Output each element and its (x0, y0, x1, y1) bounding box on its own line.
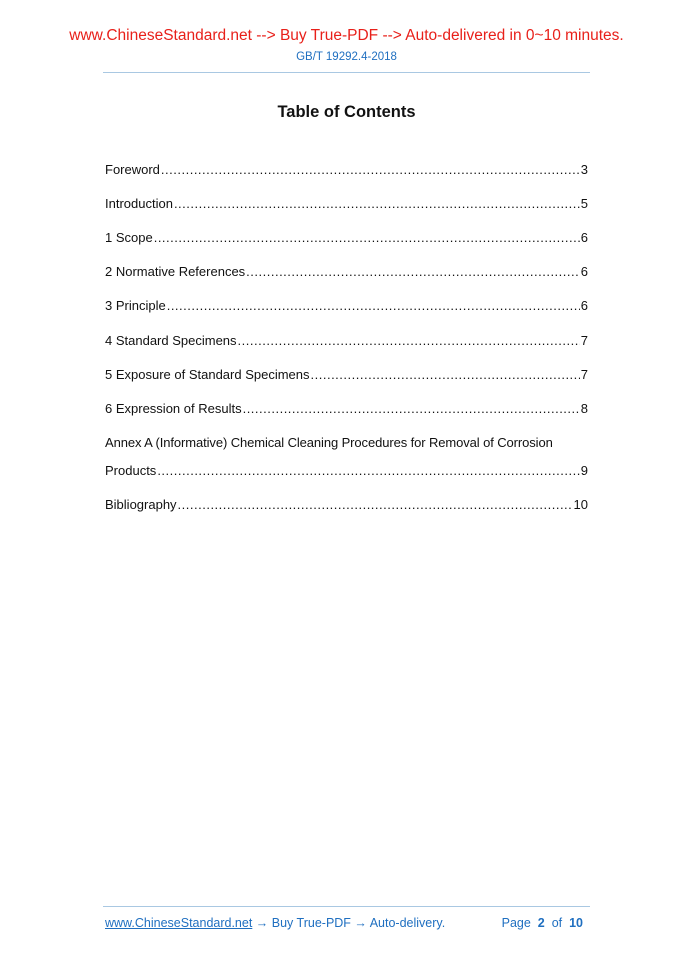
toc-entry-label: 6 Expression of Results (105, 401, 242, 416)
toc-entry-label: Introduction (105, 196, 173, 211)
toc-entry-page: 7 (580, 333, 588, 348)
page-current: 2 (537, 916, 545, 930)
toc-leader (167, 296, 580, 316)
toc-leader (154, 228, 580, 248)
toc-leader (157, 461, 579, 481)
toc-leader (174, 194, 580, 214)
toc-entry-page: 10 (573, 497, 588, 512)
toc-entry-page: 8 (580, 401, 588, 416)
toc-leader (178, 495, 573, 515)
toc-entry-page: 7 (580, 367, 588, 382)
footer-promo (105, 916, 445, 930)
toc-entry-bibliography[interactable] (105, 495, 588, 515)
toc-entry-introduction[interactable] (105, 194, 588, 214)
toc-entry-label: Bibliography (105, 497, 177, 512)
toc-entry-normative-references[interactable] (105, 262, 588, 282)
toc-entry-expression-of-results[interactable] (105, 399, 588, 419)
toc-leader (311, 365, 580, 385)
toc-entry-page: 3 (580, 162, 588, 177)
footer-promo-text: → Buy True-PDF → Auto-delivery. (252, 916, 446, 930)
toc-entry-scope[interactable] (105, 228, 588, 248)
toc-leader (161, 160, 580, 180)
page-indicator (502, 916, 583, 930)
toc-entry-page: 5 (580, 196, 588, 211)
toc-entry-page: 6 (580, 230, 588, 245)
toc-entry-label: Foreword (105, 162, 160, 177)
toc-entry-principle[interactable] (105, 296, 588, 316)
toc-entry-annex-a-line1[interactable]: Annex A (Informative) Chemical Cleaning Procedures for Removal of Corrosion (105, 435, 553, 450)
page-total: 10 (569, 916, 583, 930)
document-id: GB/T 19292.4-2018 (296, 51, 397, 63)
toc-entry-label: 5 Exposure of Standard Specimens (105, 367, 310, 382)
toc-entry-label: Products (105, 463, 157, 478)
toc-entry-page: 6 (580, 264, 588, 279)
toc-entry-label: 1 Scope (105, 230, 153, 245)
toc-entry-exposure[interactable] (105, 365, 588, 385)
header-divider (103, 72, 590, 73)
footer-site-link[interactable]: www.ChineseStandard.net (105, 916, 253, 930)
toc-leader (246, 262, 580, 282)
page-word: Page (501, 916, 531, 930)
toc-entry-page: 6 (580, 298, 588, 313)
toc-entry-label: 4 Standard Specimens (105, 333, 237, 348)
toc-entry-standard-specimens[interactable] (105, 331, 588, 351)
top-banner-link[interactable]: www.ChineseStandard.net --> Buy True-PDF --> Auto-delivered in 0~10 minutes. (69, 27, 624, 44)
toc-title: Table of Contents (277, 103, 416, 121)
of-word: of (551, 916, 563, 930)
toc-leader (243, 399, 580, 419)
toc-entry-label: 3 Principle (105, 298, 166, 313)
toc-entry-page: 9 (580, 463, 588, 478)
toc-entry-foreword[interactable] (105, 160, 588, 180)
footer-divider (103, 906, 590, 907)
toc-entry-label: 2 Normative References (105, 264, 246, 279)
toc-entry-annex-a[interactable] (105, 461, 588, 481)
toc-leader (238, 331, 580, 351)
